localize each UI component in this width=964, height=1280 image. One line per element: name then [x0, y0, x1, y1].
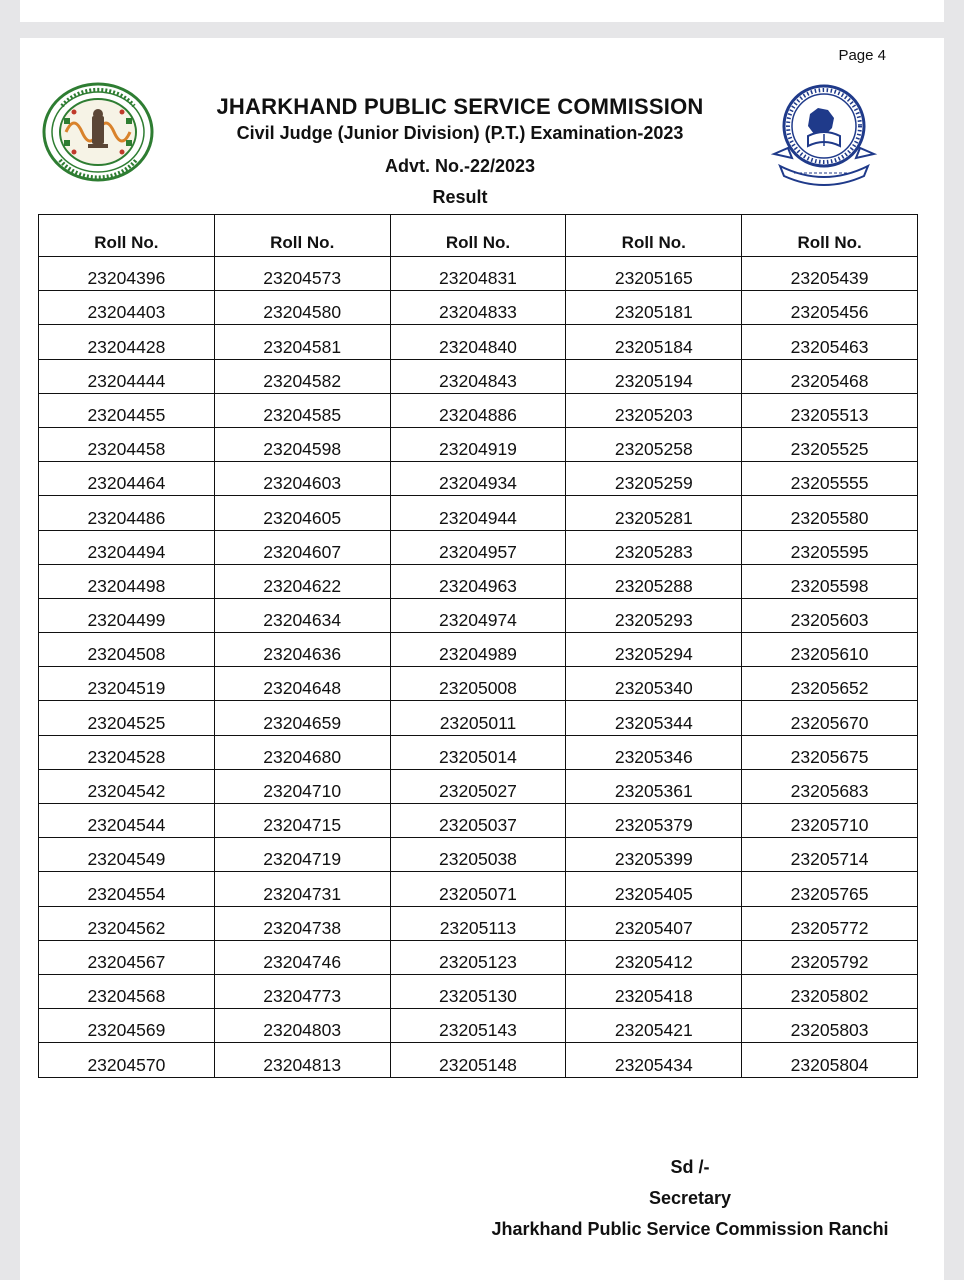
- roll-number-cell: 23205595: [742, 530, 918, 564]
- roll-number-cell: 23204886: [390, 393, 566, 427]
- roll-number-cell: 23205361: [566, 769, 742, 803]
- roll-number-cell: 23204731: [214, 872, 390, 906]
- roll-number-cell: 23204498: [39, 564, 215, 598]
- roll-number-cell: 23205439: [742, 257, 918, 291]
- roll-number-cell: 23205456: [742, 291, 918, 325]
- roll-number-cell: 23204934: [390, 462, 566, 496]
- roll-number-cell: 23204567: [39, 940, 215, 974]
- table-row: [39, 940, 918, 974]
- results-table-body: [39, 257, 918, 1078]
- results-table: [38, 214, 918, 1078]
- table-row: [39, 633, 918, 667]
- roll-number-cell: 23204710: [214, 769, 390, 803]
- roll-number-cell: 23204562: [39, 906, 215, 940]
- roll-number-cell: 23205412: [566, 940, 742, 974]
- roll-number-cell: 23205683: [742, 769, 918, 803]
- jharkhand-government-seal-logo: [42, 82, 154, 182]
- roll-number-cell: 23205772: [742, 906, 918, 940]
- roll-number-cell: 23205714: [742, 838, 918, 872]
- roll-number-cell: 23204403: [39, 291, 215, 325]
- signature-sd: Sd /-: [670, 1157, 710, 1177]
- roll-number-cell: 23204580: [214, 291, 390, 325]
- roll-number-cell: 23205130: [390, 974, 566, 1008]
- roll-number-cell: 23205037: [390, 804, 566, 838]
- roll-number-cell: 23204581: [214, 325, 390, 359]
- roll-number-cell: 23205184: [566, 325, 742, 359]
- roll-number-cell: 23204715: [214, 804, 390, 838]
- table-row: [39, 598, 918, 632]
- roll-number-cell: 23204634: [214, 598, 390, 632]
- roll-number-cell: 23205203: [566, 393, 742, 427]
- roll-number-cell: 23204528: [39, 735, 215, 769]
- roll-number-cell: 23205434: [566, 1043, 742, 1077]
- table-row: [39, 1043, 918, 1077]
- table-row: [39, 804, 918, 838]
- roll-number-cell: 23204542: [39, 769, 215, 803]
- roll-number-cell: 23204622: [214, 564, 390, 598]
- column-header: Roll No.: [39, 215, 215, 257]
- table-row: [39, 462, 918, 496]
- roll-number-cell: 23205258: [566, 427, 742, 461]
- roll-number-cell: 23204648: [214, 667, 390, 701]
- document-page: [20, 38, 944, 1280]
- table-row: [39, 359, 918, 393]
- roll-number-cell: 23204843: [390, 359, 566, 393]
- roll-number-cell: 23205008: [390, 667, 566, 701]
- table-row: [39, 291, 918, 325]
- roll-number-cell: 23205294: [566, 633, 742, 667]
- roll-number-cell: 23204494: [39, 530, 215, 564]
- roll-number-cell: 23205027: [390, 769, 566, 803]
- roll-number-cell: 23204833: [390, 291, 566, 325]
- roll-number-cell: 23204607: [214, 530, 390, 564]
- roll-number-cell: 23205803: [742, 1009, 918, 1043]
- roll-number-cell: 23205652: [742, 667, 918, 701]
- roll-number-cell: 23205283: [566, 530, 742, 564]
- roll-number-cell: 23205194: [566, 359, 742, 393]
- roll-number-cell: 23204570: [39, 1043, 215, 1077]
- roll-number-cell: 23204605: [214, 496, 390, 530]
- signature-block: [460, 1152, 920, 1245]
- table-row: [39, 701, 918, 735]
- roll-number-cell: 23205513: [742, 393, 918, 427]
- roll-number-cell: 23205610: [742, 633, 918, 667]
- roll-number-cell: 23205580: [742, 496, 918, 530]
- column-header: Roll No.: [214, 215, 390, 257]
- table-row: [39, 496, 918, 530]
- roll-number-cell: 23204813: [214, 1043, 390, 1077]
- roll-number-cell: 23205675: [742, 735, 918, 769]
- signature-organization: Jharkhand Public Service Commission Ranchi: [491, 1219, 889, 1239]
- roll-number-cell: 23205344: [566, 701, 742, 735]
- roll-number-cell: 23204569: [39, 1009, 215, 1043]
- roll-number-cell: 23205710: [742, 804, 918, 838]
- roll-number-cell: 23204554: [39, 872, 215, 906]
- document-header: [200, 92, 720, 210]
- roll-number-cell: 23204585: [214, 393, 390, 427]
- page-number: Page 4: [838, 47, 886, 64]
- roll-number-cell: 23205165: [566, 257, 742, 291]
- roll-number-cell: 23204486: [39, 496, 215, 530]
- roll-number-cell: 23205011: [390, 701, 566, 735]
- roll-number-cell: 23205603: [742, 598, 918, 632]
- roll-number-cell: 23204919: [390, 427, 566, 461]
- roll-number-cell: 23205340: [566, 667, 742, 701]
- roll-number-cell: 23205288: [566, 564, 742, 598]
- roll-number-cell: 23204738: [214, 906, 390, 940]
- roll-number-cell: 23205071: [390, 872, 566, 906]
- roll-number-cell: 23205463: [742, 325, 918, 359]
- table-row: [39, 872, 918, 906]
- roll-number-cell: 23205765: [742, 872, 918, 906]
- roll-number-cell: 23205418: [566, 974, 742, 1008]
- roll-number-cell: 23204428: [39, 325, 215, 359]
- roll-number-cell: 23204464: [39, 462, 215, 496]
- table-row: [39, 393, 918, 427]
- roll-number-cell: 23204989: [390, 633, 566, 667]
- commission-title: JHARKHAND PUBLIC SERVICE COMMISSION: [216, 94, 704, 119]
- roll-number-cell: 23204549: [39, 838, 215, 872]
- roll-number-cell: 23205123: [390, 940, 566, 974]
- roll-number-cell: 23204603: [214, 462, 390, 496]
- roll-number-cell: 23205148: [390, 1043, 566, 1077]
- roll-number-cell: 23204444: [39, 359, 215, 393]
- roll-number-cell: 23205407: [566, 906, 742, 940]
- roll-number-cell: 23204458: [39, 427, 215, 461]
- roll-number-cell: 23204831: [390, 257, 566, 291]
- table-row: [39, 667, 918, 701]
- roll-number-cell: 23204582: [214, 359, 390, 393]
- roll-number-cell: 23205598: [742, 564, 918, 598]
- roll-number-cell: 23205525: [742, 427, 918, 461]
- table-row: [39, 325, 918, 359]
- table-row: [39, 1009, 918, 1043]
- roll-number-cell: 23204598: [214, 427, 390, 461]
- roll-number-cell: 23204974: [390, 598, 566, 632]
- roll-number-cell: 23204568: [39, 974, 215, 1008]
- roll-number-cell: 23204573: [214, 257, 390, 291]
- roll-number-cell: 23205804: [742, 1043, 918, 1077]
- roll-number-cell: 23205555: [742, 462, 918, 496]
- roll-number-cell: 23204944: [390, 496, 566, 530]
- roll-number-cell: 23204519: [39, 667, 215, 701]
- roll-number-cell: 23205468: [742, 359, 918, 393]
- table-row: [39, 530, 918, 564]
- section-title: Result: [432, 187, 488, 207]
- roll-number-cell: 23205259: [566, 462, 742, 496]
- roll-number-cell: 23204963: [390, 564, 566, 598]
- table-row: [39, 427, 918, 461]
- table-row: [39, 974, 918, 1008]
- exam-name: Civil Judge (Junior Division) (P.T.) Examination-2023: [236, 123, 684, 143]
- roll-number-cell: 23205670: [742, 701, 918, 735]
- roll-number-cell: 23205346: [566, 735, 742, 769]
- table-header-row: [39, 215, 918, 257]
- roll-number-cell: 23204525: [39, 701, 215, 735]
- table-row: [39, 838, 918, 872]
- table-row: [39, 257, 918, 291]
- roll-number-cell: 23205421: [566, 1009, 742, 1043]
- roll-number-cell: 23204773: [214, 974, 390, 1008]
- roll-number-cell: 23205113: [390, 906, 566, 940]
- roll-number-cell: 23204396: [39, 257, 215, 291]
- roll-number-cell: 23205802: [742, 974, 918, 1008]
- previous-page-edge: [20, 0, 944, 22]
- table-row: [39, 769, 918, 803]
- table-row: [39, 735, 918, 769]
- roll-number-cell: 23204455: [39, 393, 215, 427]
- jpsc-emblem-logo: [764, 78, 884, 190]
- roll-number-cell: 23205379: [566, 804, 742, 838]
- roll-number-cell: 23204544: [39, 804, 215, 838]
- roll-number-cell: 23204746: [214, 940, 390, 974]
- roll-number-cell: 23204499: [39, 598, 215, 632]
- roll-number-cell: 23205399: [566, 838, 742, 872]
- roll-number-cell: 23204680: [214, 735, 390, 769]
- table-row: [39, 906, 918, 940]
- roll-number-cell: 23204636: [214, 633, 390, 667]
- signature-designation: Secretary: [648, 1188, 732, 1208]
- roll-number-cell: 23205038: [390, 838, 566, 872]
- roll-number-cell: 23205792: [742, 940, 918, 974]
- column-header: Roll No.: [566, 215, 742, 257]
- roll-number-cell: 23205405: [566, 872, 742, 906]
- roll-number-cell: 23205293: [566, 598, 742, 632]
- roll-number-cell: 23205014: [390, 735, 566, 769]
- roll-number-cell: 23204508: [39, 633, 215, 667]
- roll-number-cell: 23204957: [390, 530, 566, 564]
- column-header: Roll No.: [742, 215, 918, 257]
- advertisement-number: Advt. No.-22/2023: [384, 156, 536, 176]
- roll-number-cell: 23204840: [390, 325, 566, 359]
- roll-number-cell: 23204803: [214, 1009, 390, 1043]
- roll-number-cell: 23205281: [566, 496, 742, 530]
- table-row: [39, 564, 918, 598]
- column-header: Roll No.: [390, 215, 566, 257]
- roll-number-cell: 23204659: [214, 701, 390, 735]
- roll-number-cell: 23205143: [390, 1009, 566, 1043]
- roll-number-cell: 23205181: [566, 291, 742, 325]
- roll-number-cell: 23204719: [214, 838, 390, 872]
